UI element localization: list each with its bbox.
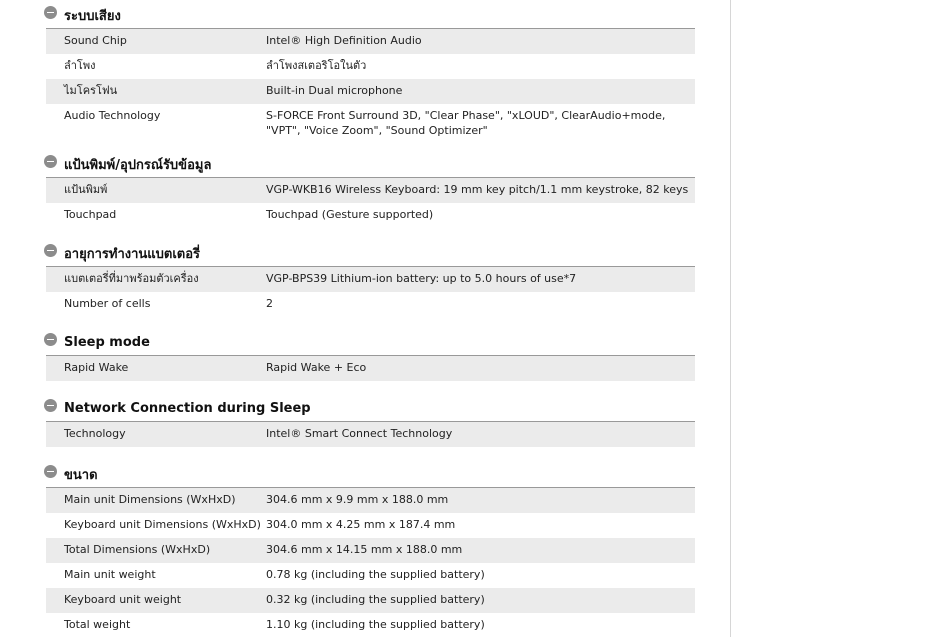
spec-section-keyboard bbox=[44, 151, 695, 228]
spec-section-battery bbox=[44, 240, 695, 317]
section-title: แป้นพิมพ์/อุปกรณ์รับข้อมูล bbox=[64, 157, 212, 173]
section-header[interactable] bbox=[44, 151, 695, 177]
spec-label: Keyboard unit weight bbox=[64, 593, 182, 606]
spec-row bbox=[46, 488, 695, 513]
spec-value: Touchpad (Gesture supported) bbox=[266, 208, 434, 221]
spec-label: Rapid Wake bbox=[64, 361, 129, 374]
section-header[interactable] bbox=[44, 240, 695, 266]
spec-row bbox=[46, 613, 695, 638]
spec-label: Keyboard unit Dimensions (WxHxD) bbox=[64, 518, 261, 531]
section-header[interactable] bbox=[44, 461, 695, 487]
spec-row bbox=[46, 178, 695, 203]
section-title: ระบบเสียง bbox=[64, 8, 121, 24]
spec-row bbox=[46, 203, 695, 228]
spec-value: 2 bbox=[266, 297, 273, 310]
spec-row bbox=[46, 79, 695, 104]
spec-value: 0.32 kg (including the supplied battery) bbox=[266, 593, 485, 606]
spec-table bbox=[46, 28, 695, 144]
section-header[interactable] bbox=[44, 329, 695, 355]
spec-section-dimensions bbox=[44, 461, 695, 638]
collapse-minus-icon[interactable] bbox=[44, 399, 57, 412]
spec-value: 304.0 mm x 4.25 mm x 187.4 mm bbox=[266, 518, 456, 531]
collapse-minus-icon[interactable] bbox=[44, 155, 57, 168]
spec-section-sleep-mode bbox=[44, 329, 695, 381]
spec-value: Intel® High Definition Audio bbox=[266, 34, 422, 47]
spec-label: Number of cells bbox=[64, 297, 151, 310]
spec-label: Total Dimensions (WxHxD) bbox=[64, 543, 211, 556]
spec-row bbox=[46, 54, 695, 79]
spec-row bbox=[46, 104, 695, 144]
section-title: อายุการทำงานแบตเตอรี่ bbox=[64, 246, 201, 262]
spec-row bbox=[46, 292, 695, 317]
spec-row bbox=[46, 267, 695, 292]
spec-label: แบตเตอรี่ที่มาพร้อมตัวเครื่อง bbox=[64, 272, 199, 285]
section-title: Sleep mode bbox=[64, 334, 150, 350]
spec-label: Technology bbox=[64, 427, 126, 440]
spec-label: Total weight bbox=[64, 618, 131, 631]
section-title: ขนาด bbox=[64, 467, 98, 483]
collapse-minus-icon[interactable] bbox=[44, 333, 57, 346]
spec-table bbox=[46, 177, 695, 228]
spec-row bbox=[46, 356, 695, 381]
spec-row bbox=[46, 563, 695, 588]
spec-table bbox=[46, 487, 695, 638]
spec-value: VGP-WKB16 Wireless Keyboard: 19 mm key pitch/1.1 mm keystroke, 82 keys bbox=[266, 183, 689, 196]
spec-value: S-FORCE Front Surround 3D, "Clear Phase", "xLOUD", ClearAudio+mode, "VPT", "Voice Zoom", "Sound Optimizer" bbox=[266, 109, 666, 137]
spec-value: 0.78 kg (including the supplied battery) bbox=[266, 568, 485, 581]
collapse-minus-icon[interactable] bbox=[44, 244, 57, 257]
section-header[interactable] bbox=[44, 395, 695, 421]
spec-label: Main unit Dimensions (WxHxD) bbox=[64, 493, 236, 506]
spec-value: VGP-BPS39 Lithium-ion battery: up to 5.0 hours of use*7 bbox=[266, 272, 577, 285]
spec-row bbox=[46, 513, 695, 538]
spec-section-network-sleep bbox=[44, 395, 695, 447]
spec-value: 304.6 mm x 9.9 mm x 188.0 mm bbox=[266, 493, 449, 506]
column-divider bbox=[730, 0, 731, 637]
spec-label: ไมโครโฟน bbox=[64, 84, 118, 97]
spec-label: Audio Technology bbox=[64, 109, 161, 122]
spec-row bbox=[46, 538, 695, 563]
spec-row bbox=[46, 588, 695, 613]
spec-label: แป้นพิมพ์ bbox=[64, 183, 108, 196]
spec-label: Main unit weight bbox=[64, 568, 156, 581]
spec-label: ลำโพง bbox=[64, 59, 96, 72]
spec-label: Touchpad bbox=[64, 208, 117, 221]
spec-table bbox=[46, 421, 695, 447]
spec-value: Rapid Wake + Eco bbox=[266, 361, 367, 374]
collapse-minus-icon[interactable] bbox=[44, 465, 57, 478]
section-title: Network Connection during Sleep bbox=[64, 400, 311, 416]
spec-section-audio bbox=[44, 2, 695, 144]
section-header[interactable] bbox=[44, 2, 695, 28]
spec-table bbox=[46, 355, 695, 381]
spec-label: Sound Chip bbox=[64, 34, 127, 47]
collapse-minus-icon[interactable] bbox=[44, 6, 57, 19]
spec-row bbox=[46, 29, 695, 54]
spec-row bbox=[46, 422, 695, 447]
spec-value: Intel® Smart Connect Technology bbox=[266, 427, 453, 440]
spec-value: 304.6 mm x 14.15 mm x 188.0 mm bbox=[266, 543, 463, 556]
spec-value: ลำโพงสเตอริโอในตัว bbox=[266, 59, 367, 72]
spec-value: Built-in Dual microphone bbox=[266, 84, 403, 97]
spec-value: 1.10 kg (including the supplied battery) bbox=[266, 618, 485, 631]
spec-table bbox=[46, 266, 695, 317]
